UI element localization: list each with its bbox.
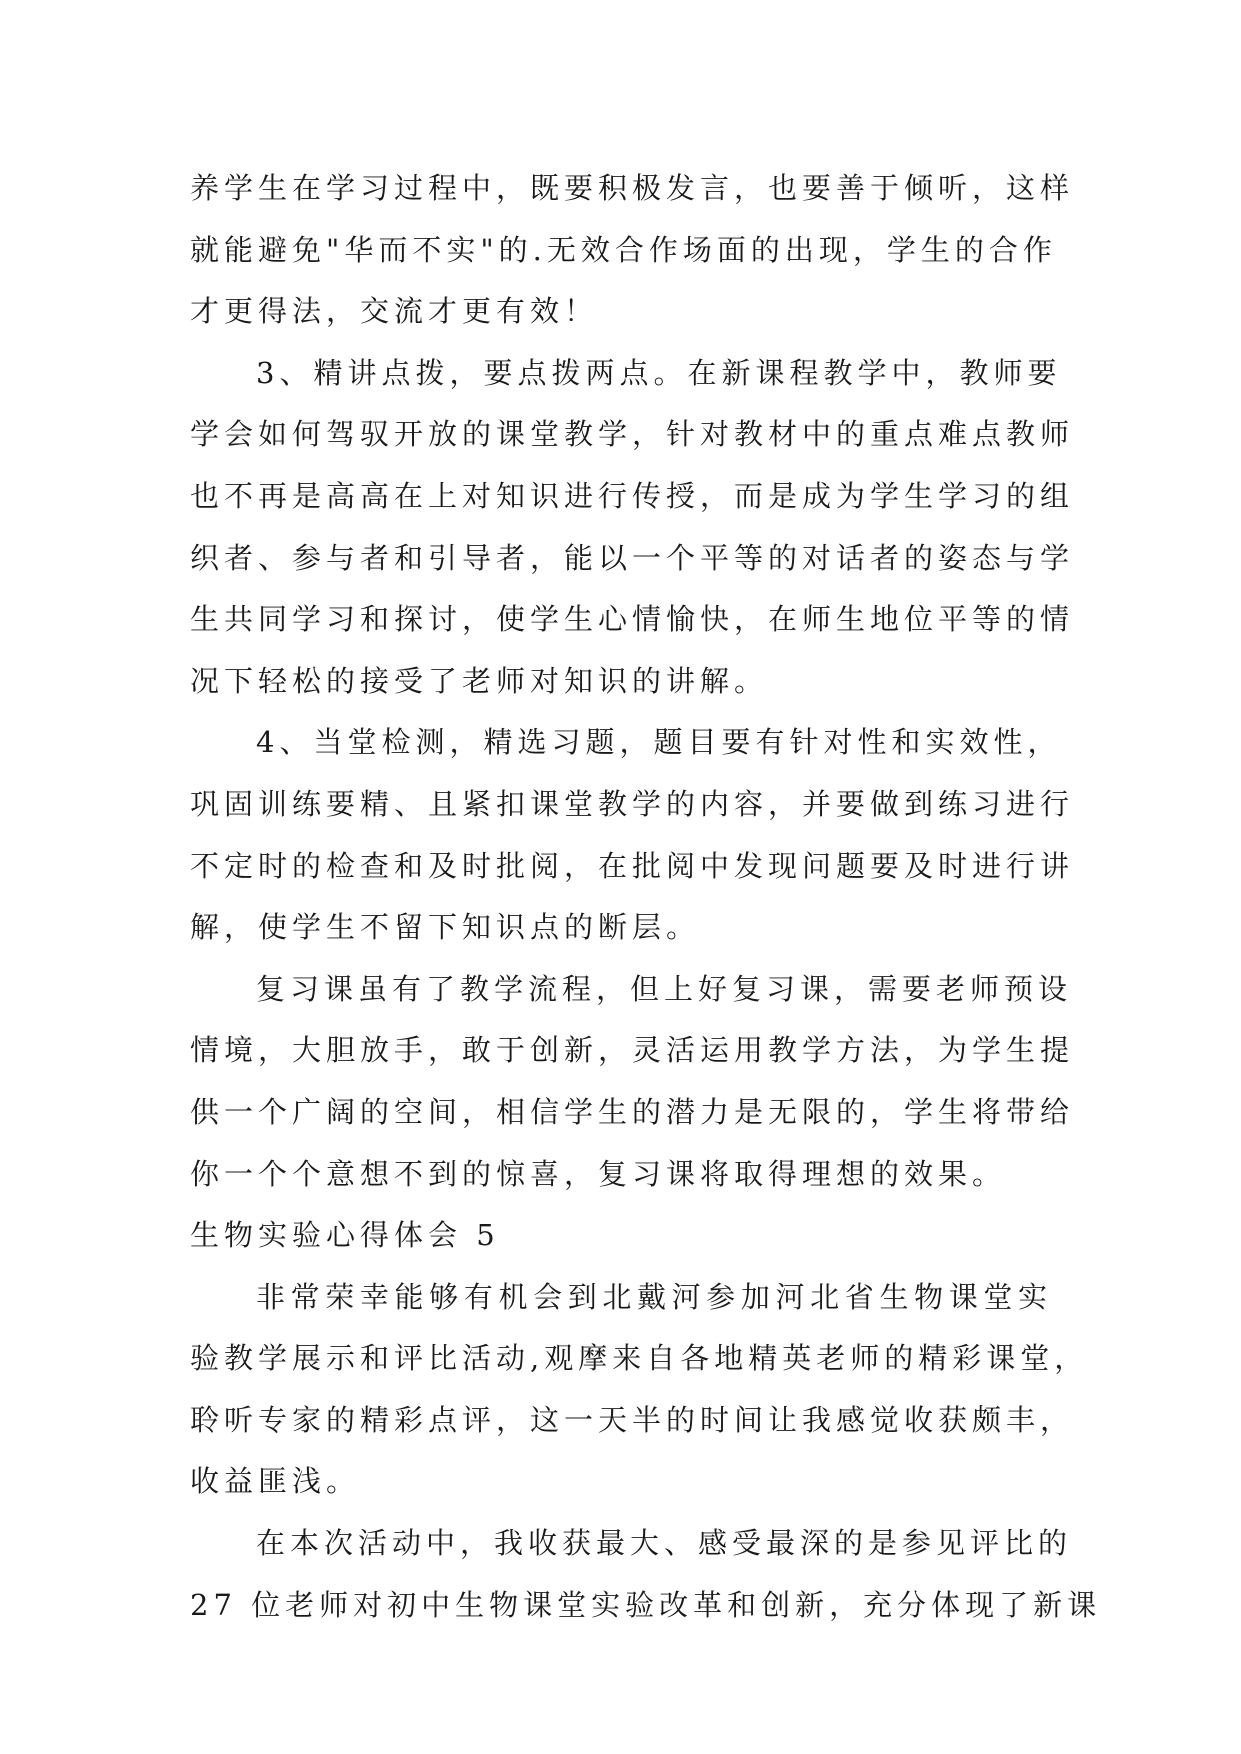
text-line: 养学生在学习过程中，既要积极发言，也要善于倾听，这样 — [190, 171, 1075, 205]
text-line: 生共同学习和探讨，使学生心情愉快，在师生地位平等的情 — [190, 602, 1075, 637]
text-line: 就能避免"华而不实"的.无效合作场面的出现，学生的合作 — [190, 232, 1057, 267]
text-line: 不定时的检查和及时批阅，在批阅中发现问题要及时进行讲 — [190, 848, 1075, 883]
text-line: 供一个广阔的空间，相信学生的潜力是无限的，学生将带给 — [190, 1094, 1075, 1129]
text-line: 4、当堂检测，精选习题，题目要有针对性和实效性， — [256, 725, 1062, 760]
text-line: 你一个个意想不到的惊喜，复习课将取得理想的效果。 — [190, 1156, 1007, 1191]
document-body — [190, 158, 1102, 1636]
text-line: 才更得法，交流才更有效！ — [190, 294, 599, 329]
text-line: 验教学展示和评比活动,观摩来自各地精英老师的精彩课堂， — [190, 1341, 1089, 1376]
text-line: 情境，大胆放手，敢于创新，灵活运用教学方法，为学生提 — [190, 1033, 1075, 1068]
text-line: 也不再是高高在上对知识进行传授，而是成为学生学习的组 — [190, 478, 1075, 513]
text-line: 况下轻松的接受了老师对知识的讲解。 — [190, 663, 769, 698]
text-line: 巩固训练要精、且紧扣课堂教学的内容，并要做到练习进行 — [190, 786, 1075, 821]
text-line: 织者、参与者和引导者，能以一个平等的对话者的姿态与学 — [190, 540, 1075, 575]
text-line: 聆听专家的精彩点评，这一天半的时间让我感觉收获颇丰， — [190, 1402, 1075, 1437]
text-line: 收益匪浅。 — [190, 1464, 361, 1499]
text-line: 复习课虽有了教学流程，但上好复习课，需要老师预设 — [256, 971, 1073, 1006]
text-line: 解，使学生不留下知识点的断层。 — [190, 910, 701, 945]
text-line: 非常荣幸能够有机会到北戴河参加河北省生物课堂实 — [256, 1279, 1052, 1314]
text-line: 学会如何驾驭开放的课堂教学，针对教材中的重点难点教师 — [190, 417, 1075, 452]
section-heading: 生物实验心得体会 5 — [190, 1218, 500, 1253]
text-line: 27 位老师对初中生物课堂实验改革和创新，充分体现了新课 — [190, 1587, 1102, 1622]
text-line: 3、精讲点拨，要点拨两点。在新课程教学中，教师要 — [256, 355, 1062, 390]
text-line: 在本次活动中，我收获最大、感受最深的是参见评比的 — [256, 1526, 1073, 1561]
